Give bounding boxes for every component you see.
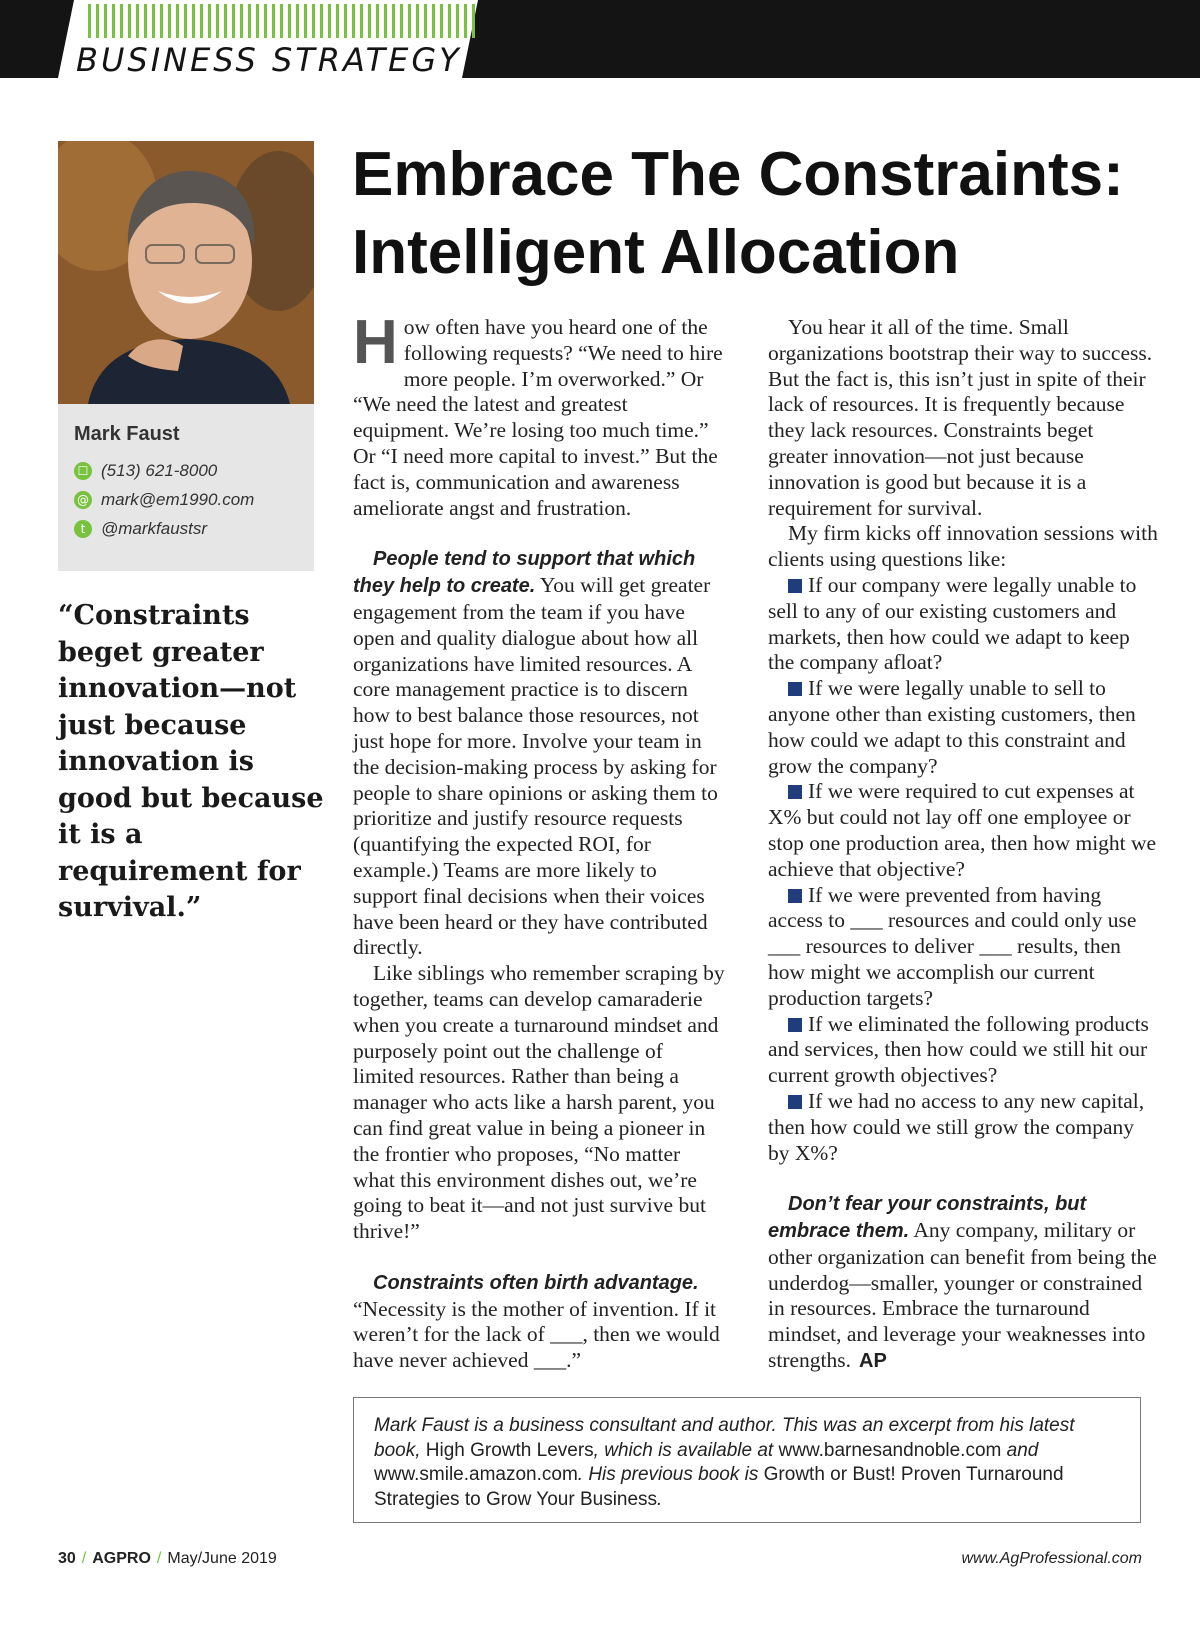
lead-in: Constraints often birth advantage.: [373, 1271, 699, 1294]
paragraph: [353, 1270, 725, 1374]
list-item-text: If we were legally unable to sell to anyone other than existing customers, then how could we adapt to this constraint and grow the company?: [768, 676, 1136, 778]
bio-text: . His previous book is: [577, 1464, 764, 1485]
author-name: Mark Faust: [74, 423, 180, 445]
list-item-text: If we were required to cut expenses at X% but could not lay off one employee or stop one production area, then how might we achieve that objective?: [768, 779, 1157, 881]
bio-text: Mark Faust is a business consultant and author. This was an excerpt from his latest book,: [374, 1415, 1075, 1461]
list-item-text: If we had no access to any new capital, then how could we still grow the company by X%?: [768, 1088, 1145, 1165]
section-label: BUSINESS STRATEGY: [76, 41, 462, 79]
author-box: [58, 141, 314, 571]
author-twitter[interactable]: [74, 519, 207, 539]
bullet-square-icon: [788, 889, 802, 903]
separator: /: [156, 1550, 162, 1567]
article-column-1: [353, 308, 725, 1374]
bio-text: , which is available at: [593, 1439, 779, 1461]
page-number: 30: [58, 1550, 76, 1567]
paragraph: You hear it all of the time. Small organizations bootstrap their way to success. But the fact is, this isn’t just in spite of their lack of resources. It is frequently because they lack resources. Constraints beget greater innovation—not just because innovation is good but because it is a requirement for survival.: [768, 315, 1153, 520]
headline: Embrace The Constraints: Intelligent Allocation: [352, 140, 1124, 287]
bio-text: .: [657, 1488, 663, 1510]
drop-cap: H: [353, 308, 398, 377]
list-item-text: If we eliminated the following products and services, then how could we still hit our current growth objectives?: [768, 1011, 1149, 1088]
list-item: [768, 883, 1158, 1012]
list-item-text: If we were prevented from having access to ___ resources and could only use ___ resources to deliver ___ results, then how might we accomplish our current production targets?: [768, 882, 1137, 1010]
author-photo: [58, 141, 314, 404]
paragraph: Like siblings who remember scraping by together, teams can develop camaraderie when you create a turnaround mindset and purposely point out the challenge of limited resources. Rather than being a manager who acts like a harsh parent, you can find great value in being a pioneer in the frontier who proposes, “No matter what this environment dishes out, we’re going to beat it—and not just survive but thrive!”: [353, 961, 725, 1244]
article-column-2: [768, 315, 1158, 1375]
book-title: High Growth Levers: [425, 1439, 594, 1461]
author-email[interactable]: [74, 490, 254, 510]
paragraph-text: “Necessity is the mother of invention. If it weren’t for the lack of ___, then we would have never achieved ___.”: [353, 1296, 720, 1373]
bullet-square-icon: [788, 785, 802, 799]
at-icon: @: [74, 491, 92, 509]
twitter-icon: t: [74, 520, 92, 538]
bio-link[interactable]: www.barnesandnoble.com: [778, 1439, 1002, 1461]
email-text: mark@em1990.com: [101, 490, 255, 509]
separator: /: [81, 1550, 87, 1567]
phone-icon: ☐: [74, 462, 92, 480]
stripe-decoration: [88, 4, 478, 38]
list-item: [768, 1012, 1158, 1089]
list-item: [768, 573, 1158, 676]
twitter-text: @markfaustsr: [101, 519, 208, 538]
end-mark: AP: [859, 1350, 887, 1373]
author-bio-box: [353, 1397, 1141, 1523]
paragraph: [353, 308, 725, 521]
bio-link[interactable]: www.smile.amazon.com: [374, 1464, 578, 1485]
lead-in: People tend to support that which they help to create.: [353, 548, 696, 598]
author-phone[interactable]: [74, 461, 217, 481]
author-portrait-icon: [58, 141, 314, 404]
list-item: [768, 676, 1158, 779]
paragraph: My firm kicks off innovation sessions with clients using questions like:: [768, 521, 1158, 572]
paragraph-text: You will get greater engagement from the team if you have open and quality dialogue about how all organizations have limited resources. A core management practice is to discern how to best balance those resources, not just hope for more. Involve your team in the decision-making process by asking for people to share opinions or asking them to prioritize and justify resource requests (quantifying the expected ROI, for example.) Teams are more likely to support final decisions when their voices have been heard or they have contributed directly.: [353, 573, 718, 960]
bullet-square-icon: [788, 579, 802, 593]
footer-folio: [58, 1550, 277, 1568]
list-item: [768, 779, 1158, 882]
footer-url[interactable]: www.AgProfessional.com: [961, 1550, 1142, 1567]
paragraph-text: ow often have you heard one of the following requests? “We need to hire more people. I’m overworked.” Or “We need the latest and greatest equipment. We’re losing too much time.” Or “I need more capital to invest.” But the fact is, communication and awareness ameliorate angst and frustration.: [353, 315, 723, 520]
issue-date: May/June 2019: [167, 1550, 277, 1567]
bullet-square-icon: [788, 1018, 802, 1032]
paragraph: [353, 546, 725, 961]
pull-quote: “Constraints beget greater innovation—not just because innovation is good but because it is a requirement for survival.”: [58, 600, 324, 923]
bio-text: and: [1001, 1439, 1039, 1461]
paragraph: [768, 1191, 1158, 1375]
list-item-text: If our company were legally unable to sell to any of our existing customers and markets, then how could we adapt to keep the company afloat?: [768, 572, 1137, 675]
book-title: Growth or Bust! Proven Turnaround Strategies to Grow Your Business: [374, 1464, 1064, 1510]
paragraph-text: Any company, military or other organization can benefit from being the underdog—smaller, younger or constrained in resources. Embrace the turnaround mindset, and leverage your weaknesses into strengths.: [768, 1218, 1157, 1373]
magazine-name: AGPRO: [92, 1550, 151, 1567]
phone-text: (513) 621-8000: [101, 461, 218, 480]
bullet-square-icon: [788, 682, 802, 696]
bullet-square-icon: [788, 1095, 802, 1109]
lead-in: Don’t fear your constraints, but embrace them.: [768, 1193, 1087, 1243]
list-item: [768, 1089, 1158, 1166]
